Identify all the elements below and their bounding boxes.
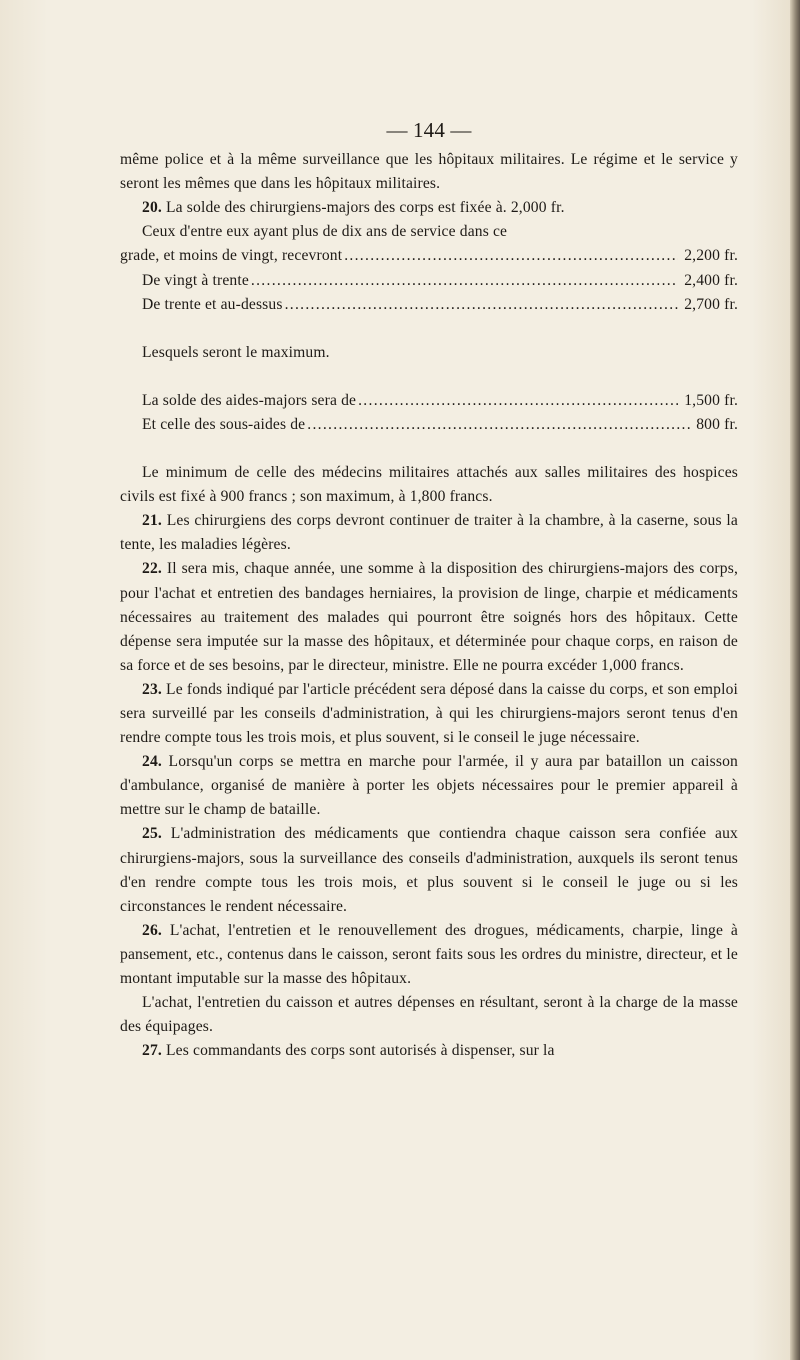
article-text: Le fonds indiqué par l'article précédent sera déposé dans la caisse du corps, et son emploi sera surveillé par les conseils d'administration, à qui les chirurgiens-majors seront tenus d'en rendre compte tous les trois mois, et plus souvent, si le conseil le juge nécessaire. [120,680,738,747]
article-number: 23. [142,680,162,698]
article-22 [120,557,738,677]
article-text: L'administration des médicaments que contiendra chaque caisson sera confiée aux chirurgiens-majors, sous la surveillance des conseils d'administration, auxquels ils seront tenus d'en rendre compte tous les trois mois, et plus souvent si le conseil le juge ou si les circonstances le rendent nécessaire. [120,825,738,915]
article-26 [120,919,738,991]
salary-amount: 1,500 fr. [684,391,738,409]
page-text [120,118,738,1063]
article-25 [120,822,738,918]
salary-amount: 2,700 fr. [684,295,738,313]
paragraph-continuation: même police et à la même surveillance que les hôpitaux militaires. Le régime et le service y seront les mêmes que dans les hôpitaux militaires. [120,151,738,193]
salary-row [120,413,738,437]
article-20-continued: Ceux d'entre eux ayant plus de dix ans de service dans ce [142,223,508,241]
article-number: 25. [142,825,162,843]
maximum-line: Lesquels seront le maximum. [142,343,330,361]
salary-label: La solde des aides-majors sera de [142,391,357,409]
article-number: 24. [142,753,162,771]
salary-amount: 800 fr. [696,415,738,433]
salary-row [120,269,738,293]
article-number: 26. [142,921,162,939]
salary-label: Et celle des sous-aides de [142,415,306,433]
salary-amount: 2,400 fr. [684,271,738,289]
article-number: 21. [142,512,162,530]
salary-amount: 2,200 fr. [684,247,738,265]
salary-label: De trente et au-dessus [142,295,283,313]
salary-row [120,389,738,413]
article-21 [120,509,738,557]
article-text: L'achat, l'entretien et le renouvellement des drogues, médicaments, charpie, linge à pansement, etc., contenus dans le caisson, seront faits sous les ordres du ministre, directeur, et le montant imputable sur la masse des hôpitaux. [120,921,738,987]
article-number: 22. [142,560,162,578]
article-24 [120,750,738,822]
article-text: Les chirurgiens des corps devront continuer de traiter à la chambre, à la caserne, sous la tente, les maladies légères. [120,512,738,554]
article-27 [120,1039,738,1063]
minimum-paragraph: Le minimum de celle des médecins militaires attachés aux salles militaires des hospices civils est fixé à 900 francs ; son maximum, à 1,800 francs. [120,464,738,506]
article-23 [120,678,738,750]
article-20 [120,196,738,220]
article-26-continued: L'achat, l'entretien du caisson et autres dépenses en résultant, seront à la charge de la masse des équipages. [120,994,738,1036]
article-text: La solde des chirurgiens-majors des corps est fixée à. 2,000 fr. [161,199,565,217]
salary-label: De vingt à trente [142,271,249,289]
article-text: Lorsqu'un corps se mettra en marche pour l'armée, il y aura par bataillon un caisson d'ambulance, organisé de manière à porter les objets nécessaires pour le premier appareil à mettre sur le champ de bataille. [120,753,738,819]
article-text: Il sera mis, chaque année, une somme à la disposition des chirurgiens-majors des corps, pour l'achat et entretien des bandages herniaires, la provision de linge, charpie et médicaments nécessaires au traitement des malades qui pourront être soignés hors des hôpitaux. Cette dépense sera imputée sur la masse des hôpitaux, et déterminée pour chaque corps, en raison de sa force et de ses besoins, par le directeur, ministre. Elle ne pourra excéder 1,000 francs. [120,560,738,674]
page-spine-edge [790,0,800,1360]
salary-label: grade, et moins de vingt, recevront [120,247,343,265]
salary-row [120,244,738,268]
article-text: Les commandants des corps sont autorisés à dispenser, sur la [161,1042,555,1060]
article-number: 20. [142,199,162,217]
salary-row [120,293,738,317]
article-number: 27. [142,1042,162,1060]
page-number: — 144 — [386,118,472,142]
